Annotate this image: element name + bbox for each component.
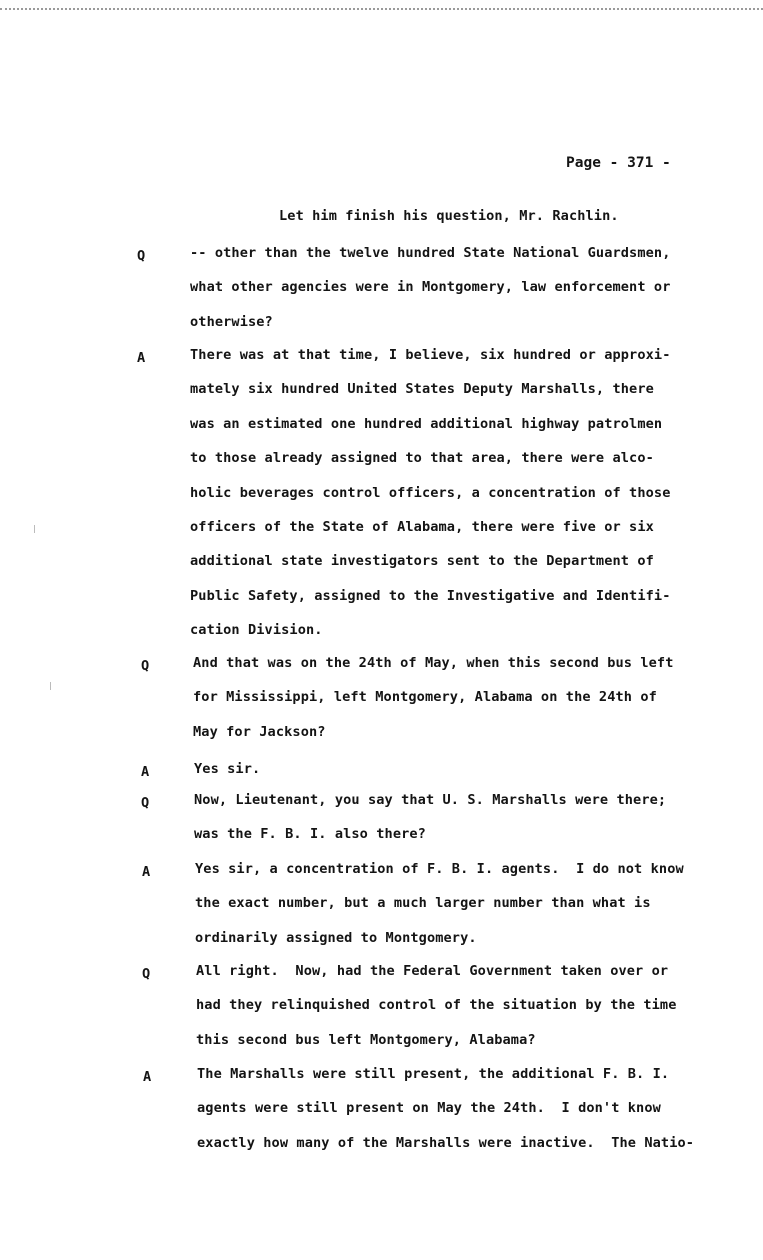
transcript-line: -- other than the twelve hundred State National Guardsmen,	[190, 245, 671, 261]
speaker-a-label: A	[141, 764, 150, 780]
page-top-edge	[0, 0, 763, 10]
transcript-line: Yes sir.	[194, 761, 261, 777]
scan-speck	[34, 525, 35, 533]
transcript-line: cation Division.	[190, 622, 323, 639]
transcript-line: Yes sir, a concentration of F. B. I. agents. I do not know	[195, 861, 684, 877]
speaker-a-label: A	[142, 864, 151, 880]
transcript-line: holic beverages control officers, a concentration of those	[190, 484, 671, 501]
speaker-q-label: Q	[141, 795, 150, 811]
transcript-line: All right. Now, had the Federal Government taken over or	[196, 963, 669, 979]
transcript-line: otherwise?	[190, 313, 273, 330]
transcript-line: was the F. B. I. also there?	[194, 826, 426, 843]
transcript-line: this second bus left Montgomery, Alabama?	[196, 1031, 536, 1048]
transcript-line: was an estimated one hundred additional highway patrolmen	[190, 415, 663, 432]
transcript-line: The Marshalls were still present, the additional F. B. I.	[197, 1066, 670, 1082]
speaker-a-label: A	[137, 350, 146, 366]
transcript-line: for Mississippi, left Montgomery, Alabama on the 24th of	[193, 689, 657, 706]
transcript-line: to those already assigned to that area, there were alco-	[190, 450, 654, 467]
speaker-q-label: Q	[142, 966, 151, 982]
transcript-line: exactly how many of the Marshalls were inactive. The Natio-	[197, 1134, 695, 1151]
transcript-line: ordinarily assigned to Montgomery.	[195, 929, 477, 946]
speaker-q-label: Q	[141, 658, 150, 674]
transcript-line: And that was on the 24th of May, when this second bus left	[193, 655, 674, 671]
transcript-line: additional state investigators sent to the Department of	[190, 553, 654, 570]
speaker-a-label: A	[143, 1069, 152, 1085]
transcript-line: what other agencies were in Montgomery, law enforcement or	[190, 279, 671, 296]
page-number: Page - 371 -	[566, 155, 671, 171]
transcript-line: agents were still present on May the 24th. I don't know	[197, 1100, 661, 1117]
transcript-line: Public Safety, assigned to the Investigative and Identifi-	[190, 587, 671, 604]
transcript-line: May for Jackson?	[193, 723, 326, 740]
transcript-line: Now, Lieutenant, you say that U. S. Marshalls were there;	[194, 792, 667, 808]
intro-line: Let him finish his question, Mr. Rachlin.	[279, 208, 619, 224]
speaker-q-label: Q	[137, 248, 146, 264]
transcript-line: There was at that time, I believe, six hundred or approxi-	[190, 347, 671, 363]
transcript-line: officers of the State of Alabama, there were five or six	[190, 519, 654, 535]
transcript-line: had they relinquished control of the situation by the time	[196, 997, 677, 1014]
transcript-line: mately six hundred United States Deputy Marshalls, there	[190, 381, 654, 398]
scan-speck	[50, 682, 51, 690]
transcript-line: the exact number, but a much larger number than what is	[195, 895, 651, 912]
